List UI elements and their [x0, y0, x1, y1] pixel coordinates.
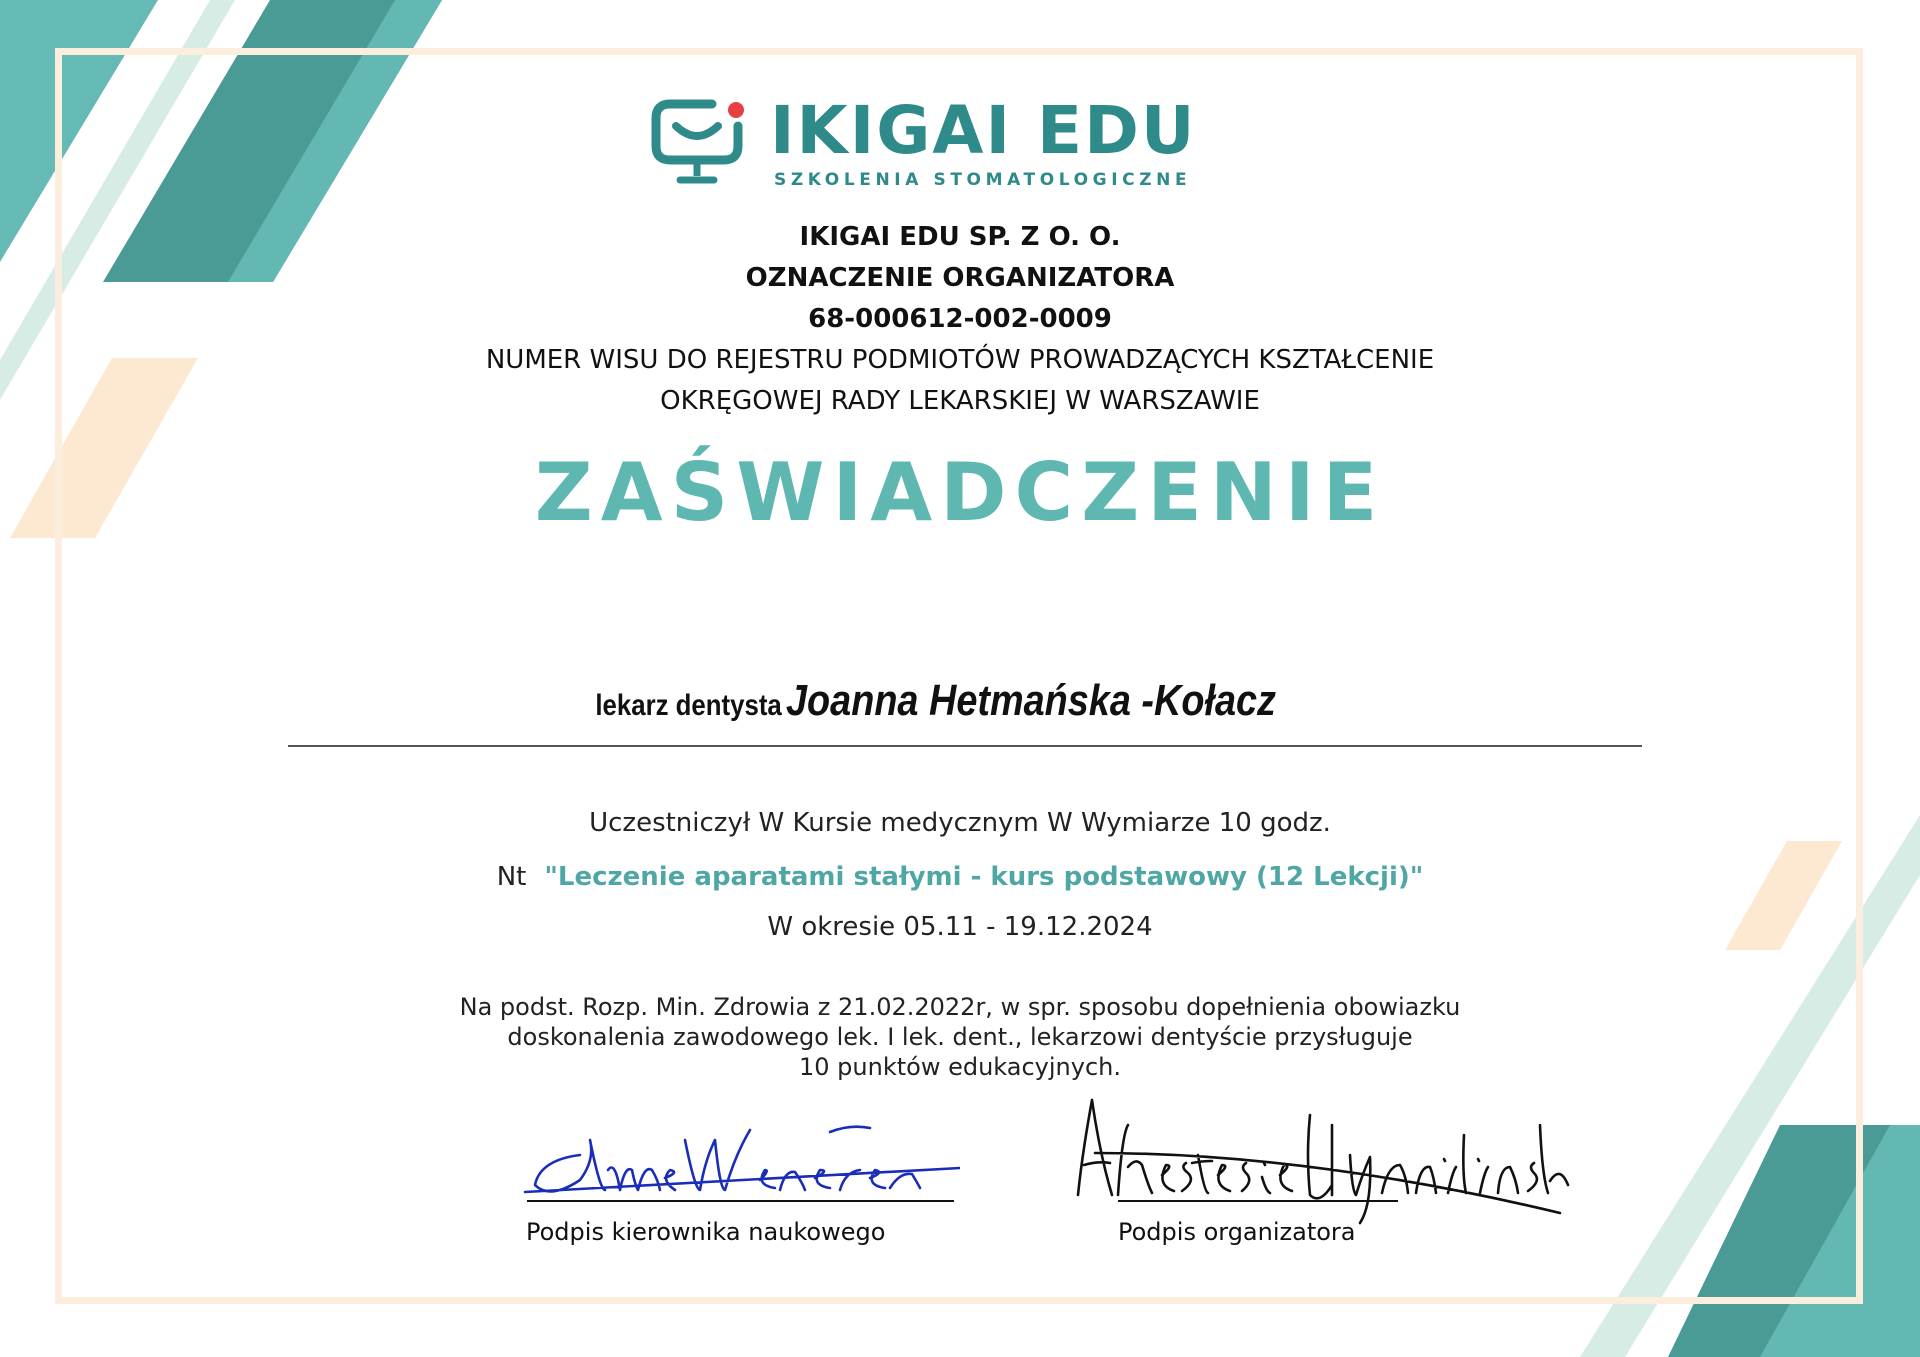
organizer-signature-label: Podpis organizatora [1118, 1218, 1356, 1246]
legal-line-2: doskonalenia zawodowego lek. I lek. dent., lekarzowi dentyście przysługuje [507, 1023, 1413, 1051]
course-name: "Leczenie aparatami stałymi - kurs podstawowy (12 Lekcji)" [544, 862, 1424, 892]
logo [650, 92, 1250, 196]
organizer-company: IKIGAI EDU SP. Z O. O. [799, 222, 1121, 252]
organizer-signature [1070, 1095, 1570, 1225]
course-line [0, 862, 1920, 892]
logo-name: IKIGAI EDU [770, 92, 1197, 169]
scientific-signature [520, 1100, 960, 1210]
recipient-underline [288, 745, 1642, 747]
monitor-smile-icon [650, 96, 750, 192]
organizer-number: 68-000612-002-0009 [808, 304, 1112, 334]
certificate-title: ZAŚWIADCZENIE [534, 446, 1386, 539]
logo-tagline: SZKOLENIA STOMATOLOGICZNE [774, 170, 1192, 190]
scientific-signature-line [527, 1200, 954, 1202]
participation-text: Uczestniczył W Kursie medycznym W Wymiarze 10 godz. [589, 808, 1331, 838]
recipient-name: Joanna Hetmańska -Kołacz [785, 676, 1276, 725]
registry-line-2: OKRĘGOWEJ RADY LEKARSKIEJ W WARSZAWIE [660, 386, 1260, 416]
scientific-signature-label: Podpis kierownika naukowego [526, 1218, 886, 1246]
legal-line-1: Na podst. Rozp. Min. Zdrowia z 21.02.2022r, w spr. sposobu dopełnienia obowiazku [459, 993, 1461, 1021]
organizer-signature-line [1118, 1200, 1398, 1202]
organizer-label: OZNACZENIE ORGANIZATORA [745, 263, 1175, 293]
course-period: W okresie 05.11 - 19.12.2024 [767, 912, 1153, 942]
legal-line-3: 10 punktów edukacyjnych. [799, 1053, 1121, 1081]
course-prefix: Nt [496, 862, 527, 892]
registry-line-1: NUMER WISU DO REJESTRU PODMIOTÓW PROWADZĄCYCH KSZTAŁCENIE [485, 345, 1435, 375]
recipient-line [0, 676, 1920, 726]
recipient-prefix: lekarz dentysta [594, 689, 782, 722]
